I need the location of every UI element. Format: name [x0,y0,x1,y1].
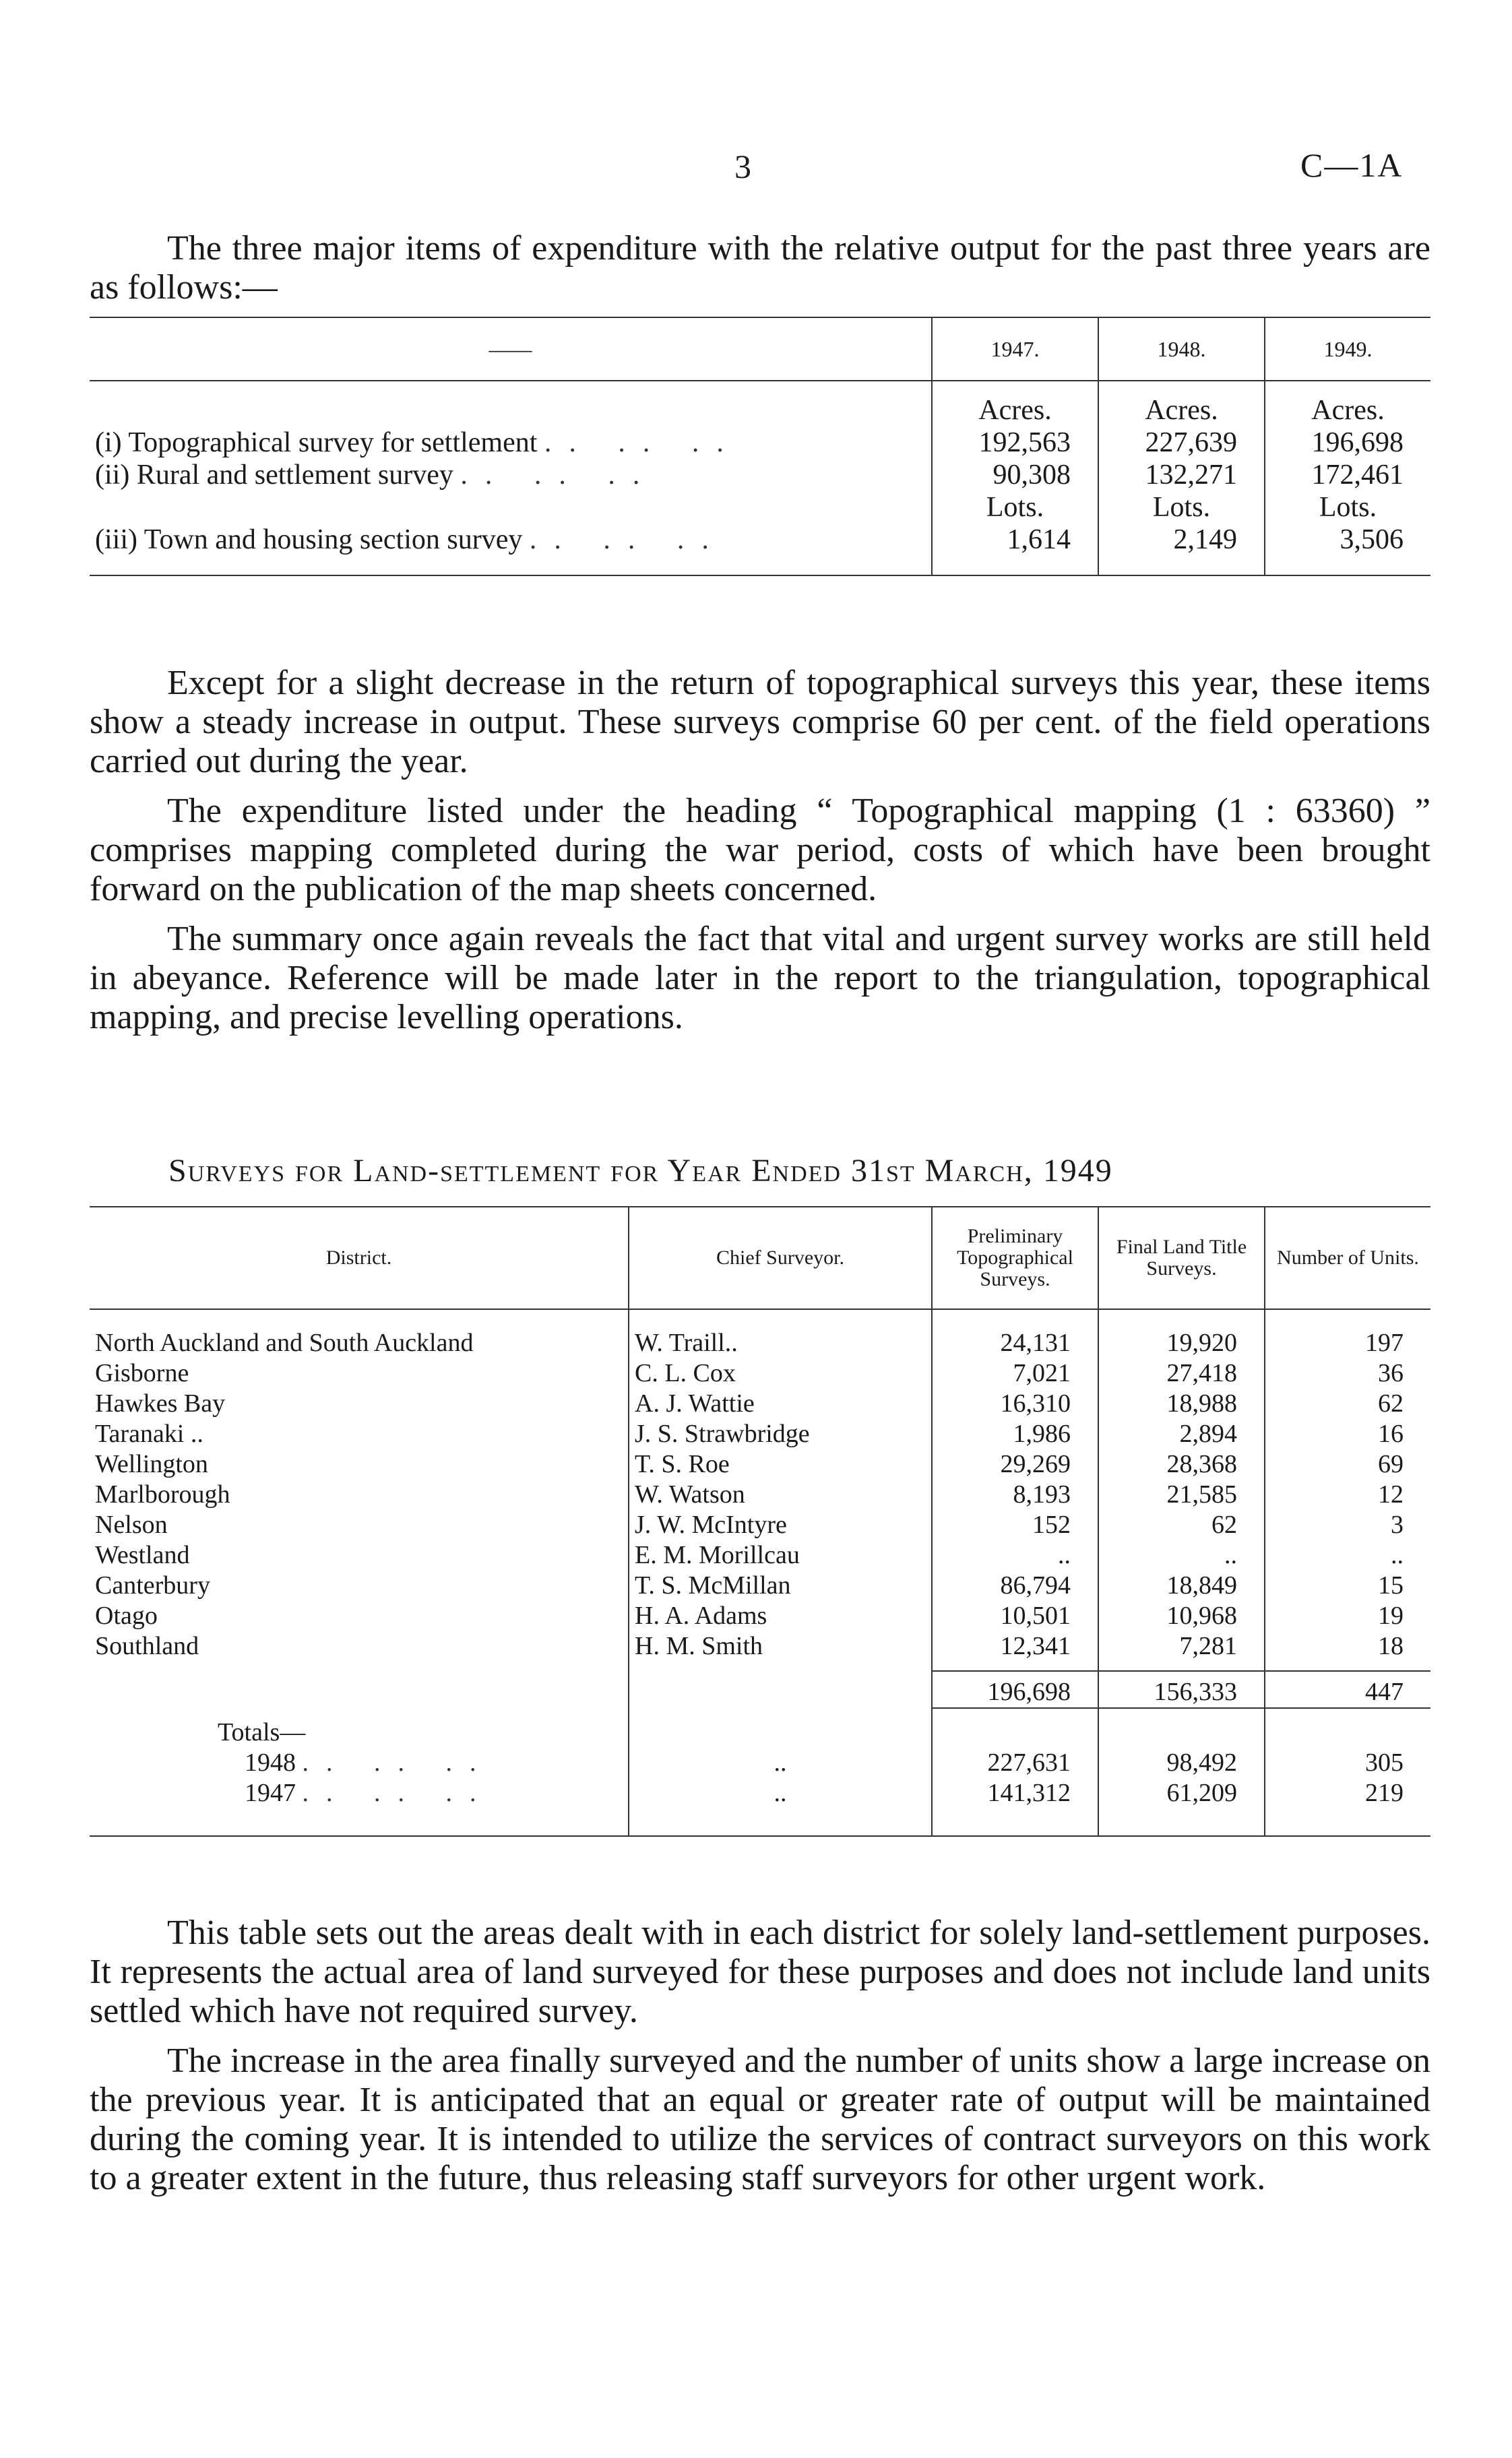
totals-year: 1947 [245,1779,296,1807]
table1-unit-row [90,491,1430,524]
district-cell: Canterbury [95,1571,210,1600]
district-cell: Gisborne [95,1359,189,1387]
surveyor-cell: A. J. Wattie [629,1389,932,1419]
district-cell: Marlborough [95,1480,230,1509]
cell-1949: 196,698 [1265,427,1430,459]
unit-label: Lots. [1098,491,1265,524]
row-label: (i) Topographical survey for settlement [95,427,538,458]
table-row: (i) Topographical survey for settlement .. .. .. 192,563 227,639 196,698 [90,427,1430,459]
header-units: Number of Units. [1265,1207,1430,1309]
surveyor-cell: J. W. McIntyre [629,1510,932,1540]
unit-label: Lots. [932,491,1098,524]
units-cell: 197 [1265,1328,1430,1358]
prelim-cell: 16,310 [932,1389,1098,1419]
subtotal-prelim: 196,698 [932,1671,1098,1708]
final-cell: 62 [1098,1510,1265,1540]
district-cell: Otago [95,1602,158,1630]
intro-paragraph: The three major items of expenditure with the relative output for the past three years are as follows:— [90,229,1430,307]
table-row [90,1601,1430,1631]
table-row [90,1358,1430,1389]
paragraph-1: Except for a slight decrease in the return of topographical surveys this year, these items show a steady increase in output. These surveys comprise 60 per cent. of the field operations carried out during the year. [90,664,1430,780]
district-cell: Wellington [95,1450,208,1478]
totals-surveyor: .. [629,1748,932,1778]
header-chief-surveyor: Chief Surveyor. [629,1207,932,1309]
totals-row: 1948 .. .. .. .. 227,631 98,492 305 [90,1748,1430,1778]
final-cell: 10,968 [1098,1601,1265,1631]
cell-1947: 90,308 [932,459,1098,491]
prelim-cell: .. [932,1540,1098,1571]
totals-label-row [90,1718,1430,1748]
unit-label: Acres. [932,394,1098,427]
prelim-cell: 12,341 [932,1631,1098,1662]
unit-label: Acres. [1265,394,1430,427]
units-cell: .. [1265,1540,1430,1571]
totals-final: 61,209 [1098,1778,1265,1836]
final-cell: 21,585 [1098,1480,1265,1510]
district-cell: Southland [95,1632,199,1660]
land-settlement-table [90,1206,1430,1837]
totals-row: 1947 .. .. .. .. 141,312 61,209 219 [90,1778,1430,1836]
totals-units: 305 [1265,1748,1430,1778]
unit-label: Acres. [1098,394,1265,427]
units-cell: 36 [1265,1358,1430,1389]
cell-1947: 1,614 [932,524,1098,575]
paragraph-3: The summary once again reveals the fact that vital and urgent survey works are still held in abeyance. Reference will be made later in the report to the triangulation, topographical mapping, and precise levelling operations. [90,920,1430,1036]
table-row [90,1389,1430,1419]
surveyor-cell: E. M. Morillcau [629,1540,932,1571]
header-preliminary: Preliminary Topographical Surveys. [932,1207,1098,1309]
final-cell: 2,894 [1098,1419,1265,1449]
cell-1949: 172,461 [1265,459,1430,491]
units-cell: 16 [1265,1419,1430,1449]
surveyor-cell: C. L. Cox [629,1358,932,1389]
district-cell: Hawkes Bay [95,1389,226,1418]
units-cell: 62 [1265,1389,1430,1419]
table-row [90,1480,1430,1510]
row-label: (ii) Rural and settlement survey [95,460,453,491]
table2-title: Surveys for Land-settlement for Year Ended 31st March, 1949 [168,1153,1113,1189]
district-cell: Westland [95,1541,190,1569]
closing-paragraph-1: This table sets out the areas dealt with in each district for solely land-settlement purposes. It represents the actual area of land surveyed for these purposes and does not include land units settled which have not required survey. [90,1914,1430,2030]
table-row [90,1328,1430,1358]
district-cell: Taranaki .. [95,1420,203,1448]
totals-year: 1948 [245,1748,296,1777]
table-row [90,1631,1430,1662]
final-cell: 18,849 [1098,1571,1265,1601]
cell-1948: 2,149 [1098,524,1265,575]
table1-unit-row [90,394,1430,427]
final-cell: 28,368 [1098,1449,1265,1480]
surveyor-cell: W. Traill.. [629,1328,932,1358]
final-cell: 18,988 [1098,1389,1265,1419]
page-number: 3 [734,148,751,185]
units-cell: 18 [1265,1631,1430,1662]
units-cell: 15 [1265,1571,1430,1601]
units-cell: 12 [1265,1480,1430,1510]
table-row [90,1449,1430,1480]
surveyor-cell: H. A. Adams [629,1601,932,1631]
prelim-cell: 152 [932,1510,1098,1540]
totals-prelim: 227,631 [932,1748,1098,1778]
surveyor-cell: T. S. Roe [629,1449,932,1480]
district-cell: North Auckland and South Auckland [95,1329,474,1357]
subtotal-units: 447 [1265,1671,1430,1708]
surveyor-cell: T. S. McMillan [629,1571,932,1601]
table-row [90,1540,1430,1571]
table-row [90,1571,1430,1601]
prelim-cell: 24,131 [932,1328,1098,1358]
header-district: District. [90,1207,629,1309]
final-cell: 7,281 [1098,1631,1265,1662]
surveyor-cell: H. M. Smith [629,1631,932,1662]
totals-label: Totals— [218,1718,306,1746]
totals-final: 98,492 [1098,1748,1265,1778]
prelim-cell: 8,193 [932,1480,1098,1510]
final-cell: .. [1098,1540,1265,1571]
unit-label: Lots. [1265,491,1430,524]
cell-1947: 192,563 [932,427,1098,459]
prelim-cell: 1,986 [932,1419,1098,1449]
prelim-cell: 29,269 [932,1449,1098,1480]
prelim-cell: 7,021 [932,1358,1098,1389]
header-final-title: Final Land Title Surveys. [1098,1207,1265,1309]
units-cell: 69 [1265,1449,1430,1480]
table1-year-1948: 1948. [1098,317,1265,381]
surveyor-cell: W. Watson [629,1480,932,1510]
totals-prelim: 141,312 [932,1778,1098,1836]
cell-1948: 227,639 [1098,427,1265,459]
cell-1948: 132,271 [1098,459,1265,491]
table-row: (iii) Town and housing section survey .. .. .. 1,614 2,149 3,506 [90,524,1430,575]
final-cell: 19,920 [1098,1328,1265,1358]
expenditure-output-table [90,317,1430,576]
prelim-cell: 10,501 [932,1601,1098,1631]
subtotal-row [90,1671,1430,1708]
subtotal-final: 156,333 [1098,1671,1265,1708]
table-row [90,1510,1430,1540]
totals-surveyor: .. [629,1778,932,1836]
prelim-cell: 86,794 [932,1571,1098,1601]
district-cell: Nelson [95,1511,168,1539]
document-code: C—1A [1300,146,1404,184]
closing-paragraph-2: The increase in the area finally surveyed and the number of units show a large increase on the previous year. It is anticipated that an equal or greater rate of output will be maintained during the coming year. It is intended to utilize the services of contract surveyors on this work to a greater extent in the future, thus releasing staff surveyors for other urgent work. [90,2042,1430,2197]
final-cell: 27,418 [1098,1358,1265,1389]
table1-year-1947: 1947. [932,317,1098,381]
table1-year-1949: 1949. [1265,317,1430,381]
units-cell: 19 [1265,1601,1430,1631]
surveyor-cell: J. S. Strawbridge [629,1419,932,1449]
paragraph-2: The expenditure listed under the heading “ Topographical mapping (1 : 63360) ” comprises mapping completed during the war period, costs of which have been brought forward on the publication of the map sheets concerned. [90,792,1430,908]
table-row: (ii) Rural and settlement survey .. .. .. 90,308 132,271 172,461 [90,459,1430,491]
units-cell: 3 [1265,1510,1430,1540]
cell-1949: 3,506 [1265,524,1430,575]
table-row [90,1419,1430,1449]
row-label: (iii) Town and housing section survey [95,524,523,555]
totals-units: 219 [1265,1778,1430,1836]
table1-blank-header: —— [90,317,932,381]
